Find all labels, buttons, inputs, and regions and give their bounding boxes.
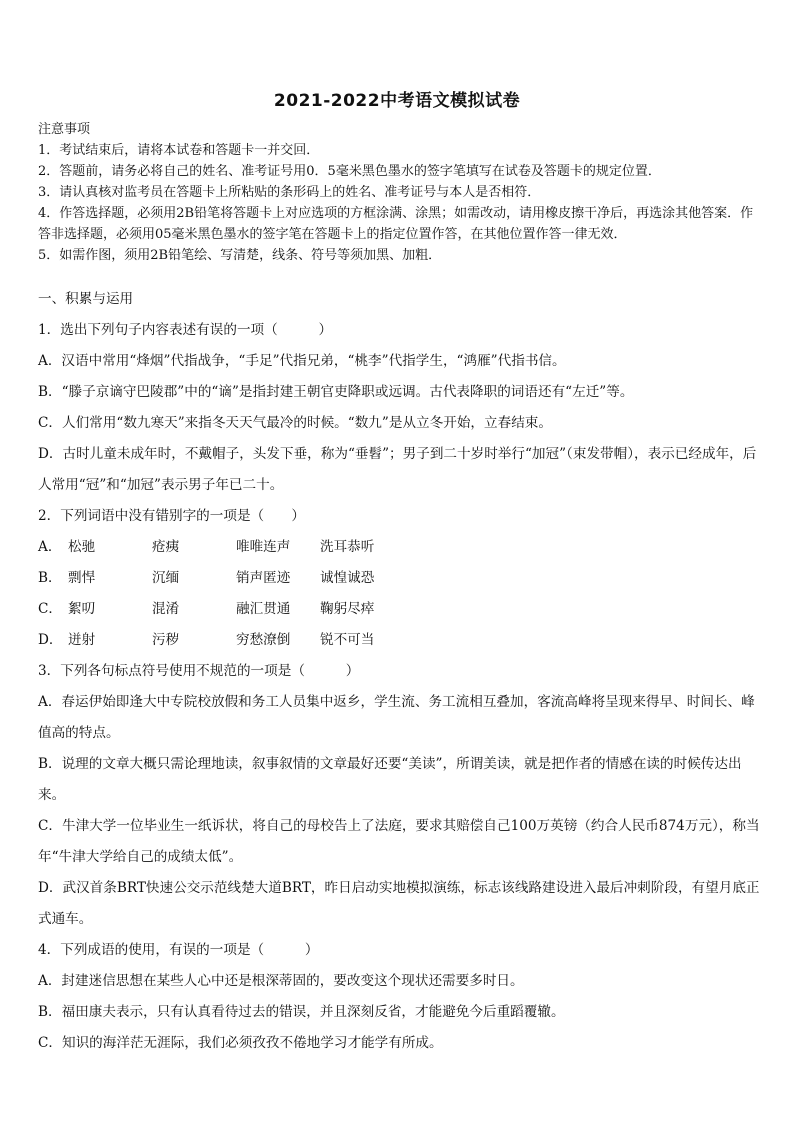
section-heading: 一、积累与运用: [38, 291, 134, 307]
notice-heading: 注意事项: [38, 122, 91, 137]
q4-option-c: C．知识的海洋茫无涯际，我们必须孜孜不倦地学习才能学有所成。: [38, 1035, 443, 1051]
q2-word: 穷愁潦倒: [236, 632, 291, 648]
q1-option-d: D．古时儿童未成年时，不戴帽子，头发下垂，称为“垂髫”；男子到二十岁时举行“加冠”（束发带帽），表示已经成年，后人常用“冠”和“加冠”表示男子年已二十。: [38, 446, 757, 493]
q2-word: 沉缅: [152, 570, 180, 586]
q4-option-b: B．福田康夫表示，只有认真看待过去的错误，并且深刻反省，才能避免今后重蹈覆辙。: [38, 1004, 565, 1020]
q2-word: 混淆: [152, 601, 180, 617]
q2-option-label: B．: [38, 570, 62, 586]
q3-option-b: B．说理的文章大概只需论理地读，叙事叙情的文章最好还要“美读”，所谓美读，就是把作者的情感在读的时候传达出来。: [38, 756, 742, 803]
q1-stem: 1．选出下列句子内容表述有误的一项（ ）: [38, 322, 333, 338]
q2-word: 唯唯连声: [236, 539, 291, 555]
q2-option-label: A．: [38, 539, 62, 555]
q2-word: 诚惶诚恐: [320, 570, 375, 586]
q2-option-d: [38, 625, 760, 656]
q2-word: 迸射: [68, 632, 96, 648]
q2-word: 鞠躬尽瘁: [320, 601, 375, 617]
q2-option-a: [38, 532, 760, 563]
q2-word: 融汇贯通: [236, 601, 291, 617]
q2-stem: 2．下列词语中没有错别字的一项是（ ）: [38, 508, 305, 524]
q2-word: 疮痍: [152, 539, 180, 555]
q2-word: 锐不可当: [320, 632, 375, 648]
q2-word: 污秽: [152, 632, 180, 648]
q1-option-b: B．“滕子京谪守巴陵郡”中的“谪”是指封建王朝官吏降职或远调。古代表降职的词语还有“左迁”等。: [38, 384, 634, 400]
q2-word: 洗耳恭听: [320, 539, 375, 555]
q1-option-a: A．汉语中常用“烽烟”代指战争，“手足”代指兄弟，“桃李”代指学生，“鸿雁”代指书信。: [38, 353, 566, 369]
q2-word: 剽悍: [68, 570, 96, 586]
notice-item-5: 5．如需作图，须用2B铅笔绘、写清楚，线条、符号等须加黑、加粗．: [38, 248, 442, 263]
q3-option-a: A．春运伊始即逢大中专院校放假和务工人员集中返乡，学生流、务工流相互叠加，客流高峰将呈现来得早、时间长、峰值高的特点。: [38, 694, 755, 741]
q1-option-c: C．人们常用“数九寒天”来指冬天天气最冷的时候。“数九”是从立冬开始，立春结束。: [38, 415, 552, 431]
exam-title: 2021-2022中考语文模拟试卷: [273, 91, 521, 111]
q3-option-c: C．牛津大学一位毕业生一纸诉状，将自己的母校告上了法庭，要求其赔偿自己100万英镑（约合人民币874万元），称当年“牛津大学给自己的成绩太低”。: [38, 818, 760, 865]
notice-item-4: 4．作答选择题，必须用2B铅笔将答题卡上对应选项的方框涂满、涂黑；如需改动，请用橡皮擦干净后，再选涂其他答案．作答非选择题，必须用05毫米黑色墨水的签字笔在答题卡上的指定位置作答，在其他位置作答一律无效．: [38, 206, 754, 242]
q4-stem: 4．下列成语的使用，有误的一项是（ ）: [38, 942, 319, 958]
q2-word: 松驰: [68, 539, 96, 555]
q2-option-label: C．: [38, 601, 62, 617]
q4-option-a: A．封建迷信思想在某些人心中还是根深蒂固的，要改变这个现状还需要多时日。: [38, 973, 524, 989]
notice-item-3: 3．请认真核对监考员在答题卡上所粘贴的条形码上的姓名、准考证号与本人是否相符．: [38, 185, 541, 200]
notice-block: [38, 119, 760, 266]
notice-item-2: 2．答题前，请务必将自己的姓名、准考证号用0．5毫米黑色墨水的签字笔填写在试卷及答题卡的规定位置．: [38, 164, 661, 179]
q2-option-c: [38, 594, 760, 625]
q2-option-b: [38, 563, 760, 594]
q3-option-d: D．武汉首条BRT快速公交示范线楚大道BRT，昨日启动实地模拟演练，标志该线路建设进入最后冲刺阶段，有望月底正式通车。: [38, 880, 760, 927]
notice-item-1: 1．考试结束后，请将本试卷和答题卡一并交回．: [38, 143, 320, 158]
q2-word: 销声匿迹: [236, 570, 291, 586]
q2-word: 絮叨: [68, 601, 96, 617]
q3-stem: 3．下列各句标点符号使用不规范的一项是（ ）: [38, 663, 360, 679]
questions-body: [38, 284, 760, 1059]
q2-option-label: D．: [38, 632, 63, 648]
